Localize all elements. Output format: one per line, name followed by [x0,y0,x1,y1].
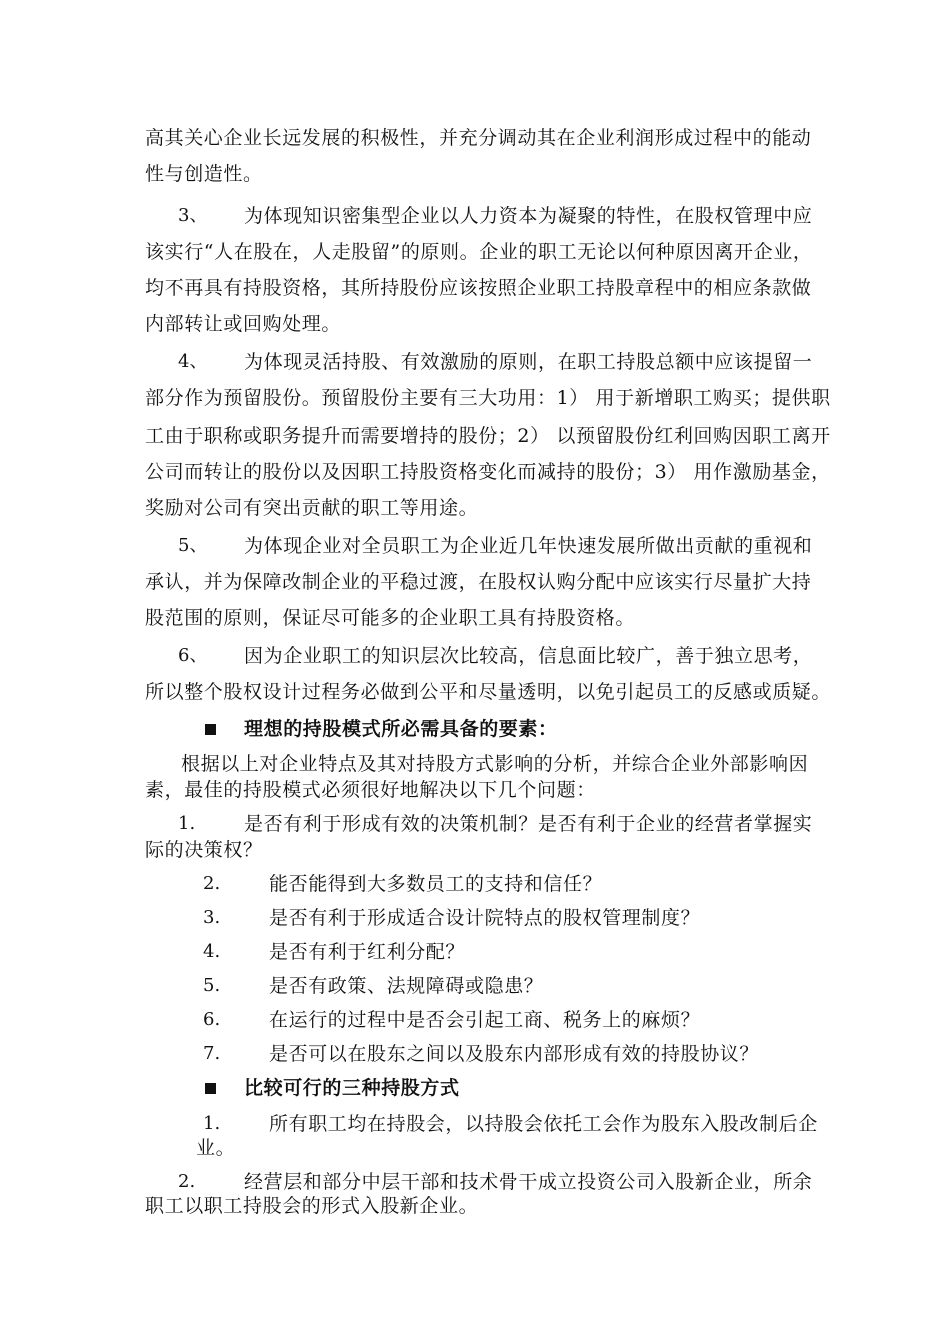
list-item-number: 2. [178,1171,196,1192]
list-item-number: 1. [178,813,196,834]
list-item: 业。 [196,1137,236,1159]
list-item: 际的决策权？ [145,839,263,861]
paragraph-line: 均不再具有持股资格，其所持股份应该按照企业职工持股章程中的相应条款做 [145,277,812,299]
list-item: 是否有利于形成适合设计院特点的股权管理制度？ [269,907,701,929]
list-item: 是否有利于形成有效的决策机制？是否有利于企业的经营者掌握实 [244,813,813,835]
paragraph-line: 为体现企业对全员职工为企业近几年快速发展所做出贡献的重视和 [244,535,813,557]
paragraph-line: 所以整个股权设计过程务必做到公平和尽量透明，以免引起员工的反感或质疑。 [145,681,832,703]
list-item: 所有职工均在持股会，以持股会依托工会作为股东入股改制后企 [269,1113,818,1135]
paragraph-line: 因为企业职工的知识层次比较高，信息面比较广，善于独立思考， [244,645,813,667]
list-item: 是否有利于红利分配？ [269,941,466,963]
bullet-square-icon [205,724,216,735]
paragraph-line: 工由于职称或职务提升而需要增持的股份；2） 以预留股份红利回购因职工离开 [145,425,831,447]
list-item: 职工以职工持股会的形式入股新企业。 [145,1195,479,1217]
paragraph-line: 奖励对公司有突出贡献的职工等用途。 [145,497,479,519]
paragraph-line: 部分作为预留股份。预留股份主要有三大功用：1） 用于新增职工购买；提供职 [145,387,831,409]
list-item: 在运行的过程中是否会引起工商、税务上的麻烦？ [269,1009,701,1031]
list-item-number: 7. [203,1043,221,1064]
paragraph-line: 承认，并为保障改制企业的平稳过渡，在股权认购分配中应该实行尽量扩大持 [145,571,812,593]
bullet-square-icon [205,1083,216,1094]
paragraph-number: 5、 [178,535,208,556]
section-heading: 理想的持股模式所必需具备的要素： [244,718,558,740]
paragraph-number: 6、 [178,645,208,666]
paragraph-line: 高其关心企业长远发展的积极性，并充分调动其在企业利润形成过程中的能动 [145,127,812,149]
paragraph-line: 该实行“人在股在，人走股留”的原则。企业的职工无论以何种原因离开企业， [145,241,813,263]
list-item-number: 6. [203,1009,221,1030]
list-item: 经营层和部分中层干部和技术骨干成立投资公司入股新企业，所余 [244,1171,813,1193]
paragraph-line: 公司而转让的股份以及因职工持股资格变化而减持的股份；3） 用作激励基金， [145,461,831,483]
list-item: 能否能得到大多数员工的支持和信任？ [269,873,603,895]
paragraph-line: 股范围的原则，保证尽可能多的企业职工具有持股资格。 [145,607,636,629]
paragraph-number: 3、 [178,205,208,226]
paragraph-number: 4、 [178,351,208,372]
section-heading: 比较可行的三种持股方式 [244,1077,460,1099]
paragraph-line: 性与创造性。 [145,163,263,185]
paragraph-line: 为体现灵活持股、有效激励的原则，在职工持股总额中应该提留一 [244,351,813,373]
list-item-number: 5. [203,975,221,996]
list-item-number: 1. [203,1113,221,1134]
list-item: 是否可以在股东之间以及股东内部形成有效的持股协议？ [269,1043,760,1065]
paragraph-line: 根据以上对企业特点及其对持股方式影响的分析，并综合企业外部影响因 [181,753,809,775]
list-item-number: 2. [203,873,221,894]
paragraph-line: 素，最佳的持股模式必须很好地解决以下几个问题： [145,779,596,801]
paragraph-line: 内部转让或回购处理。 [145,313,342,335]
list-item: 是否有政策、法规障碍或隐患？ [269,975,544,997]
list-item-number: 3. [203,907,221,928]
paragraph-line: 为体现知识密集型企业以人力资本为凝聚的特性，在股权管理中应 [244,205,813,227]
list-item-number: 4. [203,941,221,962]
